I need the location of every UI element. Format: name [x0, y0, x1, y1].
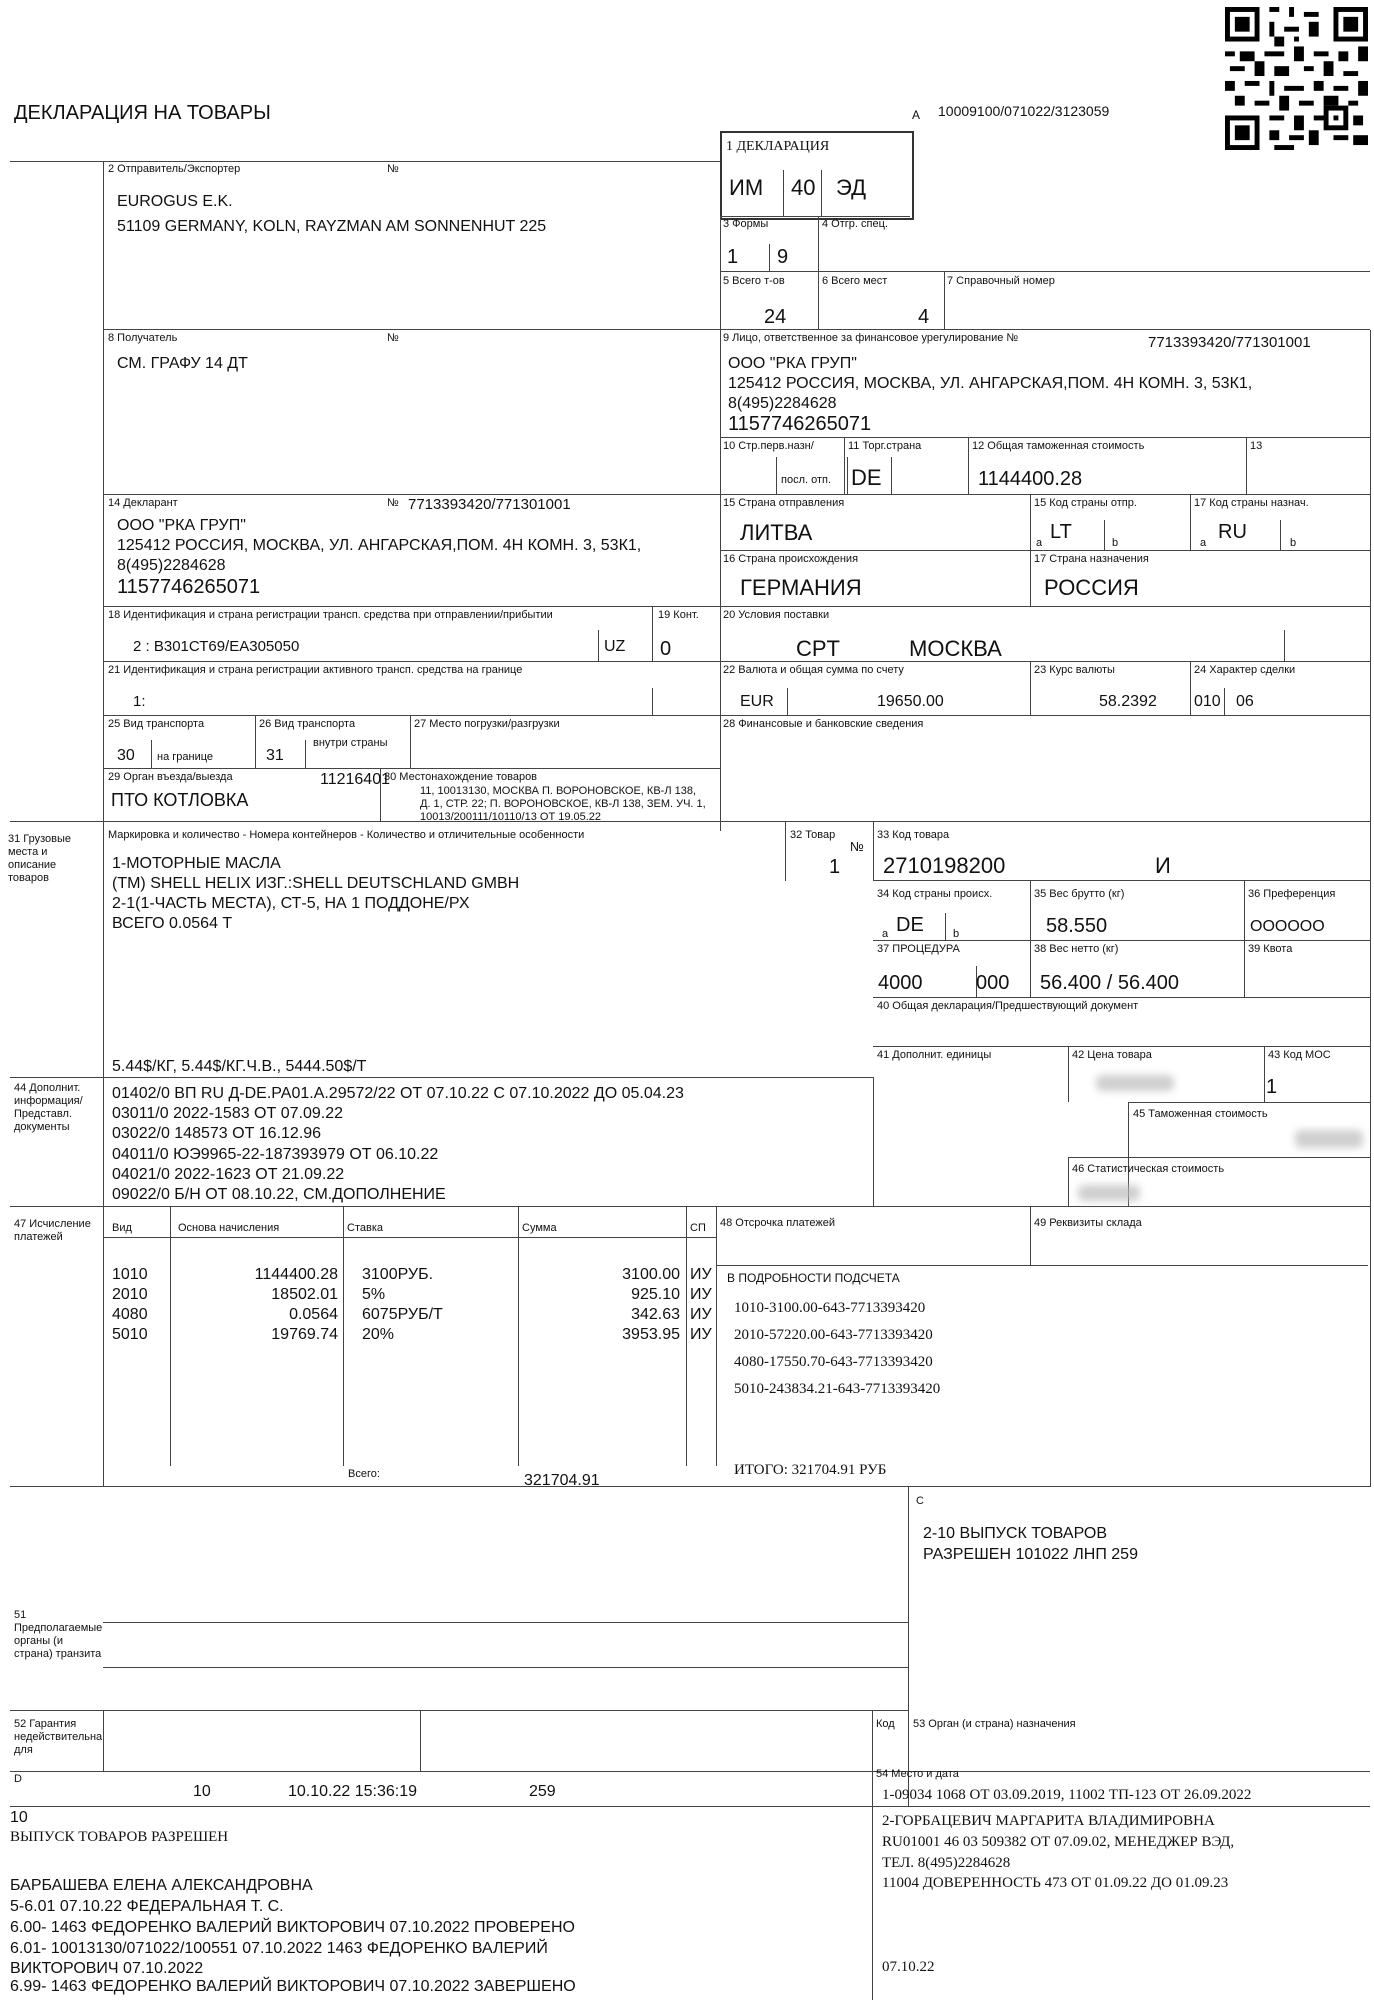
forms-v2: 9 — [777, 246, 789, 268]
box-23-label: 23 Курс валюты — [1034, 664, 1115, 676]
d-line: 6.01- 10013130/071022/100551 07.10.2022 1463 ФЕДОРЕНКО ВАЛЕРИЙ — [10, 1940, 548, 1957]
tax-type: 2010 — [112, 1286, 148, 1303]
tax-header-sp: СП — [690, 1222, 706, 1234]
tax-header-type: Вид — [112, 1222, 132, 1234]
doc-line: 03011/0 2022-1583 ОТ 07.09.22 — [112, 1105, 343, 1122]
box-3-label: 3 Формы — [723, 218, 769, 230]
box-10-sub: посл. отп. — [781, 474, 832, 486]
box-15a-b: b — [1112, 537, 1119, 549]
box-21-label: 21 Идентификация и страна регистрации активного трансп. средства на границе — [108, 664, 523, 676]
sign-line: 2-ГОРБАЦЕВИЧ МАРГАРИТА ВЛАДИМИРОВНА — [882, 1813, 1215, 1829]
box-c-label: C — [916, 1495, 924, 1507]
declarant-ogrn: 1157746265071 — [117, 576, 261, 598]
release-line-2: РАЗРЕШЕН 101022 ЛНП 259 — [923, 1546, 1138, 1563]
border-transport-mode: 30 — [117, 747, 135, 764]
goods-desc-4: ВСЕГО 0.0564 Т — [112, 915, 233, 932]
sign-line: 1-09034 1068 ОТ 03.09.2019, 11002 ТП-123 ОТ 26.09.2022 — [882, 1787, 1252, 1803]
tax-base: 19769.74 — [271, 1326, 338, 1343]
box-8-label: 8 Получатель — [108, 332, 178, 344]
exporter-address: 51109 GERMANY, KOLN, RAYZMAN AM SONNENHUT 225 — [117, 218, 547, 235]
exporter-name: EUROGUS E.K. — [117, 193, 233, 210]
sign-line: 11004 ДОВЕРЕННОСТЬ 473 ОТ 01.09.22 ДО 01.09.23 — [882, 1875, 1229, 1891]
goods-location-1: 11, 10013130, МОСКВА П. ВОРОНОВСКОЕ, КВ-Л 138, — [420, 785, 697, 797]
box-7-label: 7 Справочный номер — [947, 275, 1055, 287]
tax-type: 4080 — [112, 1306, 148, 1323]
release-line-1: 2-10 ВЫПУСК ТОВАРОВ — [923, 1525, 1108, 1542]
destination-code: RU — [1218, 521, 1247, 543]
box-44-label: 44 Дополнит. информация/ Представл. документы — [14, 1082, 83, 1133]
box-13-label: 13 — [1250, 440, 1263, 452]
doc-line: 09022/0 Б/Н ОТ 08.10.22, СМ.ДОПОЛНЕНИЕ — [112, 1186, 446, 1203]
container-flag: 0 — [660, 638, 672, 660]
procedure-code: 4000 — [878, 972, 923, 994]
box-17a-b: b — [1290, 537, 1297, 549]
box-4-label: 4 Отгр. спец. — [822, 218, 888, 230]
total-places: 4 — [918, 306, 930, 328]
tax-sp: ИУ — [690, 1306, 712, 1323]
declarant-number: 7713393420/771301001 — [408, 496, 571, 513]
d-line: 6.99- 1463 ФЕДОРЕНКО ВАЛЕРИЙ ВИКТОРОВИЧ 07.10.2022 ЗАВЕРШЕНО — [10, 1978, 576, 1995]
box-34-label: 34 Код страны происх. — [877, 888, 993, 900]
dispatch-country: ЛИТВА — [740, 520, 813, 545]
tax-sum: 925.10 — [631, 1286, 680, 1303]
doc-line: 04011/0 ЮЭ9965-22-187393979 ОТ 06.10.22 — [112, 1146, 439, 1163]
deal-type-2: 06 — [1236, 693, 1254, 710]
declaration-number: 10009100/071022/3123059 — [938, 103, 1110, 119]
calc-heading: В ПОДРОБНОСТИ ПОДСЧЕТА — [727, 1271, 900, 1285]
hs-code-flag: И — [1155, 853, 1171, 878]
tax-total-label: Всего: — [348, 1468, 380, 1480]
box-42-label: 42 Цена товара — [1072, 1049, 1152, 1061]
box-28-label: 28 Финансовые и банковские сведения — [723, 718, 924, 730]
box-15a-label: 15 Код страны отпр. — [1034, 497, 1137, 509]
border-transport: 1: — [133, 693, 146, 710]
goods-desc-2: (ТМ) SHELL HELIX ИЗГ.:SHELL DEUTSCHLAND GMBH — [112, 875, 520, 892]
transport-id: 2 : В301СТ69/ЕА305050 — [133, 638, 300, 655]
box-5-label: 5 Всего т-ов — [723, 275, 785, 287]
calc-line: 4080-17550.70-643-7713393420 — [734, 1354, 933, 1370]
box-9-number: 7713393420/771301001 — [1148, 334, 1311, 351]
box-27-label: 27 Место погрузки/разгрузки — [414, 718, 560, 730]
decl-procedure: 40 — [791, 175, 816, 200]
goods-location-3: 10013/200111/10110/13 ОТ 19.05.22 — [420, 811, 602, 823]
d-line10: 10 — [10, 1809, 28, 1826]
box-36-label: 36 Преференция — [1248, 888, 1336, 900]
box-12-label: 12 Общая таможенная стоимость — [972, 440, 1145, 452]
preference: ОООООО — [1250, 918, 1325, 935]
d-release: ВЫПУСК ТОВАРОВ РАЗРЕШЕН — [10, 1829, 229, 1845]
total-items: 24 — [764, 306, 787, 328]
tax-sum: 342.63 — [631, 1306, 680, 1323]
item-number: 1 — [829, 856, 841, 878]
redacted-stat-value — [1078, 1185, 1140, 1201]
box-24-label: 24 Характер сделки — [1194, 664, 1296, 676]
d-line: 6.00- 1463 ФЕДОРЕНКО ВАЛЕРИЙ ВИКТОРОВИЧ 07.10.2022 ПРОВЕРЕНО — [10, 1919, 575, 1936]
goods-desc-3: 2-1(1-ЧАСТЬ МЕСТА), СТ-5, НА 1 ПОДДОНЕ/РХ — [112, 895, 470, 912]
calc-total: ИТОГО: 321704.91 РУБ — [734, 1462, 887, 1478]
box-29-label: 29 Орган въезда/выезда — [108, 771, 233, 783]
goods-desc-1: 1-МОТОРНЫЕ МАСЛА — [112, 855, 281, 872]
decl-form: ЭД — [836, 175, 866, 200]
doc-line: 01402/0 ВП RU Д-DE.PA01.A.29572/22 ОТ 07.10.22 С 07.10.2022 ДО 05.04.23 — [112, 1085, 684, 1102]
box-14-no: № — [387, 497, 399, 509]
tax-total: 321704.91 — [524, 1472, 600, 1489]
tax-sp: ИУ — [690, 1326, 712, 1343]
box-18-label: 18 Идентификация и страна регистрации трансп. средства при отправлении/прибытии — [108, 609, 553, 621]
goods-price-note: 5.44$/КГ, 5.44$/КГ.Ч.В., 5444.50$/Т — [112, 1058, 367, 1075]
box-41-label: 41 Дополнит. единицы — [877, 1049, 992, 1061]
procedure-sub: 000 — [976, 972, 1010, 994]
box-22-label: 22 Валюта и общая сумма по счету — [723, 664, 904, 676]
transport-country: UZ — [604, 638, 626, 655]
box-33-label: 33 Код товара — [877, 829, 950, 841]
invoice-amount: 19650.00 — [877, 693, 944, 710]
mos-code: 1 — [1266, 1076, 1278, 1098]
tax-header-base: Основа начисления — [178, 1222, 280, 1234]
box-2-no: № — [387, 163, 399, 175]
box-51-label: 51 Предполагаемые органы (и страна) транзита — [14, 1609, 103, 1660]
currency: EUR — [740, 693, 774, 710]
redacted-price — [1096, 1075, 1174, 1091]
box-25-sub: на границе — [157, 751, 214, 763]
doc-line: 03022/0 148573 ОТ 16.12.96 — [112, 1125, 322, 1142]
recipient: СМ. ГРАФУ 14 ДТ — [117, 355, 248, 372]
box-48-label: 48 Отсрочка платежей — [720, 1217, 835, 1229]
net-weight: 56.400 / 56.400 — [1040, 972, 1180, 994]
destination-country: РОССИЯ — [1044, 575, 1139, 600]
tax-header-rate: Ставка — [347, 1222, 383, 1234]
box-2-label: 2 Отправитель/Экспортер — [108, 163, 241, 175]
tax-rate: 6075РУБ/Т — [362, 1306, 443, 1323]
box-25-label: 25 Вид транспорта — [108, 718, 205, 730]
entry-office: ПТО КОТЛОВКА — [111, 790, 249, 810]
box-16-label: 16 Страна происхождения — [723, 553, 859, 565]
box-40-label: 40 Общая декларация/Предшествующий документ — [877, 1000, 1139, 1012]
gross-weight: 58.550 — [1046, 915, 1108, 937]
box-34-b: b — [953, 928, 960, 940]
delivery-term: CPT — [796, 636, 840, 661]
tax-type: 5010 — [112, 1326, 148, 1343]
tax-base: 18502.01 — [271, 1286, 338, 1303]
box-9-label: 9 Лицо, ответственное за финансовое урегулирование № — [723, 332, 1019, 344]
box-11-label: 11 Торг.страна — [848, 440, 922, 452]
box-43-label: 43 Код МОС — [1268, 1049, 1331, 1061]
tax-rate: 20% — [362, 1326, 395, 1343]
box-15-label: 15 Страна отправления — [723, 497, 845, 509]
box-26-label: 26 Вид транспорта — [259, 718, 356, 730]
box-30-label: 30 Местонахождение товаров — [384, 771, 538, 783]
box-39-label: 39 Квота — [1248, 943, 1293, 955]
sign-date: 07.10.22 — [882, 1959, 935, 1975]
box-15a-a: a — [1036, 537, 1043, 549]
box-31-label: 31 Грузовые места и описание товаров — [8, 833, 72, 884]
box-46-label: 46 Статистическая стоимость — [1072, 1163, 1225, 1175]
d-line: 5-6.01 07.10.22 ФЕДЕРАЛЬНАЯ Т. С. — [10, 1898, 284, 1915]
origin-country: ГЕРМАНИЯ — [740, 575, 862, 600]
fin-name: ООО "РКА ГРУП" — [728, 355, 857, 372]
box-32-label: 32 Товар — [790, 829, 836, 841]
box-19-label: 19 Конт. — [658, 609, 699, 621]
box-32-no: № — [850, 839, 864, 854]
box-35-label: 35 Вес брутто (кг) — [1034, 888, 1125, 900]
box-17a-label: 17 Код страны назнач. — [1194, 497, 1309, 509]
box-38-label: 38 Вес нетто (кг) — [1034, 943, 1119, 955]
d-officer: БАРБАШЕВА ЕЛЕНА АЛЕКСАНДРОВНА — [10, 1877, 313, 1894]
box-17-label: 17 Страна назначения — [1034, 553, 1149, 565]
box-20-label: 20 Условия поставки — [723, 609, 830, 621]
box-26-sub: внутри страны — [313, 737, 388, 749]
calc-line: 1010-3100.00-643-7713393420 — [734, 1300, 926, 1316]
box-31-header: Маркировка и количество - Номера контейнеров - Количество и отличительные особенности — [108, 829, 585, 841]
box-37-label: 37 ПРОЦЕДУРА — [877, 943, 960, 955]
tax-header-sum: Сумма — [522, 1222, 557, 1234]
exchange-rate: 58.2392 — [1099, 693, 1157, 710]
delivery-place: МОСКВА — [909, 636, 1002, 661]
tax-type: 1010 — [112, 1266, 148, 1283]
qr-code-icon — [1225, 7, 1368, 150]
page-title: ДЕКЛАРАЦИЯ НА ТОВАРЫ — [14, 102, 271, 124]
goods-location-2: Д. 1, СТР. 22; П. ВОРОНОВСКОЕ, КВ-Л 138, ЗЕМ. УЧ. 1, — [420, 798, 706, 810]
box-14-label: 14 Декларант — [108, 497, 178, 509]
box-d-label: D — [14, 1773, 22, 1785]
kod-label: Код — [876, 1718, 895, 1730]
declarant-phone: 8(495)2284628 — [117, 557, 226, 574]
calc-line: 5010-243834.21-643-7713393420 — [734, 1381, 941, 1397]
d-datetime: 10.10.22 15:36:19 — [288, 1783, 418, 1800]
trade-country: DE — [851, 465, 882, 490]
dispatch-code: LT — [1050, 521, 1072, 543]
box-a-label: A — [912, 108, 921, 122]
fin-address: 125412 РОССИЯ, МОСКВА, УЛ. АНГАРСКАЯ,ПОМ. 4Н КОМН. 3, 53К1, — [728, 375, 1253, 392]
box-6-label: 6 Всего мест — [822, 275, 888, 287]
box-47-label: 47 Исчисление платежей — [14, 1218, 91, 1243]
box-34-a: a — [882, 928, 889, 940]
decl-type: ИМ — [729, 175, 764, 200]
tax-sum: 3100.00 — [622, 1266, 680, 1283]
tax-rate: 5% — [362, 1286, 386, 1303]
customs-value: 1144400.28 — [978, 468, 1083, 490]
sign-line: RU01001 46 03 509382 ОТ 07.09.02, МЕНЕДЖЕР ВЭД, — [882, 1834, 1235, 1850]
inland-transport-mode: 31 — [266, 747, 284, 764]
hs-code: 2710198200 — [883, 853, 1006, 878]
calc-line: 2010-57220.00-643-7713393420 — [734, 1327, 933, 1343]
tax-sum: 3953.95 — [622, 1326, 680, 1343]
box-49-label: 49 Реквизиты склада — [1034, 1217, 1142, 1229]
box-45-label: 45 Таможенная стоимость — [1133, 1108, 1268, 1120]
d-num: 259 — [529, 1783, 556, 1800]
box-17a-a: a — [1200, 537, 1207, 549]
box-1-label: 1 ДЕКЛАРАЦИЯ — [726, 139, 830, 154]
tax-base: 0.0564 — [289, 1306, 338, 1323]
tax-sp: ИУ — [690, 1286, 712, 1303]
box-10-label: 10 Стр.перв.назн/ — [723, 440, 814, 452]
d-code: 10 — [193, 1783, 211, 1800]
entry-office-code: 11216401 — [320, 771, 390, 788]
tax-sp: ИУ — [690, 1266, 712, 1283]
box-8-no: № — [387, 332, 399, 344]
redacted-customs-value — [1295, 1130, 1363, 1148]
d-line: ВИКТОРОВИЧ 07.10.2022 — [10, 1960, 204, 1977]
fin-ogrn: 1157746265071 — [728, 413, 872, 435]
tax-rate: 3100РУБ. — [362, 1266, 434, 1283]
box-53-label: 53 Орган (и страна) назначения — [913, 1718, 1076, 1730]
deal-type-1: 010 — [1194, 693, 1221, 710]
declarant-address: 125412 РОССИЯ, МОСКВА, УЛ. АНГАРСКАЯ,ПОМ. 4Н КОМН. 3, 53К1, — [117, 537, 642, 554]
forms-v1: 1 — [727, 246, 739, 268]
declarant-name: ООО "РКА ГРУП" — [117, 517, 246, 534]
fin-phone: 8(495)2284628 — [728, 395, 837, 412]
tax-base: 1144400.28 — [254, 1266, 338, 1283]
origin-code: DE — [896, 914, 924, 936]
doc-line: 04021/0 2022-1623 ОТ 21.09.22 — [112, 1166, 345, 1183]
sign-line: ТЕЛ. 8(495)2284628 — [882, 1855, 1011, 1871]
box-52-label: 52 Гарантия недействительна для — [14, 1718, 103, 1756]
box-54-label: 54 Место и дата — [876, 1768, 959, 1780]
